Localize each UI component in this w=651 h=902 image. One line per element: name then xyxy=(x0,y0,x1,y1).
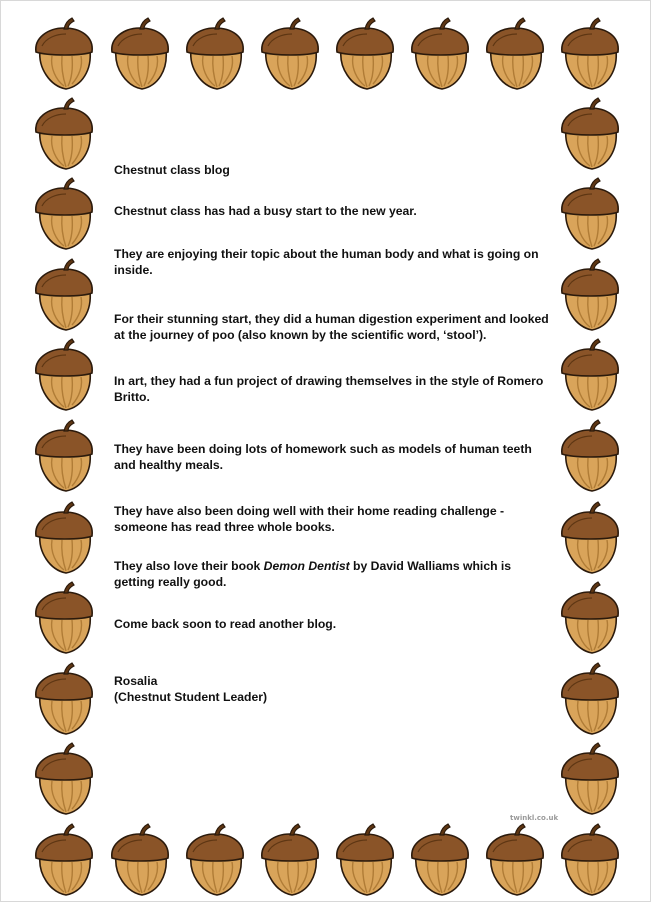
paragraph-1: Chestnut class has had a busy start to the new year. xyxy=(114,204,417,218)
paragraph-6: They have also been doing well with their home reading challenge - someone has read three whole books. xyxy=(114,504,505,534)
acorn-icon xyxy=(483,822,547,898)
acorn-icon xyxy=(558,176,622,252)
acorn-icon xyxy=(558,500,622,576)
acorn-icon xyxy=(108,16,172,92)
acorn-icon xyxy=(32,176,96,252)
acorn-icon xyxy=(558,337,622,413)
paragraph-7 xyxy=(114,558,554,590)
acorn-icon xyxy=(558,418,622,494)
acorn-icon xyxy=(32,822,96,898)
acorn-icon xyxy=(32,257,96,333)
paragraph-7-end: by David Walliams which is getting really good. xyxy=(114,559,512,589)
acorn-icon xyxy=(32,16,96,92)
acorn-icon xyxy=(258,16,322,92)
acorn-icon xyxy=(32,580,96,656)
acorn-icon xyxy=(558,822,622,898)
book-title: Demon Dentist xyxy=(263,559,350,573)
acorn-icon xyxy=(558,741,622,817)
acorn-icon xyxy=(483,16,547,92)
acorn-icon xyxy=(408,16,472,92)
paragraph-8: Come back soon to read another blog. xyxy=(114,617,337,631)
acorn-icon xyxy=(333,16,397,92)
acorn-icon xyxy=(32,500,96,576)
acorn-icon xyxy=(558,16,622,92)
acorn-icon xyxy=(32,337,96,413)
paragraph-7-start: They also love their book xyxy=(114,559,264,573)
acorn-icon xyxy=(558,661,622,737)
acorn-icon xyxy=(108,822,172,898)
acorn-icon xyxy=(408,822,472,898)
signature-name: Rosalia xyxy=(114,674,158,688)
paragraph-5: They have been doing lots of homework such as models of human teeth and healthy meals. xyxy=(114,442,532,472)
acorn-icon xyxy=(32,96,96,172)
acorn-icon xyxy=(183,822,247,898)
watermark: twinkl.co.uk xyxy=(510,814,559,822)
acorn-icon xyxy=(558,580,622,656)
acorn-icon xyxy=(558,96,622,172)
acorn-icon xyxy=(333,822,397,898)
paragraph-3: For their stunning start, they did a human digestion experiment and looked at the journey of poo (also known by the scientific word, ‘stool’). xyxy=(114,312,549,342)
paragraph-2: They are enjoying their topic about the human body and what is going on inside. xyxy=(114,247,539,277)
paragraph-4: In art, they had a fun project of drawing themselves in the style of Romero Britto. xyxy=(114,374,544,404)
acorn-icon xyxy=(558,257,622,333)
acorn-icon xyxy=(32,741,96,817)
acorn-icon xyxy=(32,661,96,737)
acorn-icon xyxy=(32,418,96,494)
blog-title: Chestnut class blog xyxy=(114,163,230,177)
acorn-icon xyxy=(183,16,247,92)
acorn-icon xyxy=(258,822,322,898)
signature-role: (Chestnut Student Leader) xyxy=(114,690,268,704)
